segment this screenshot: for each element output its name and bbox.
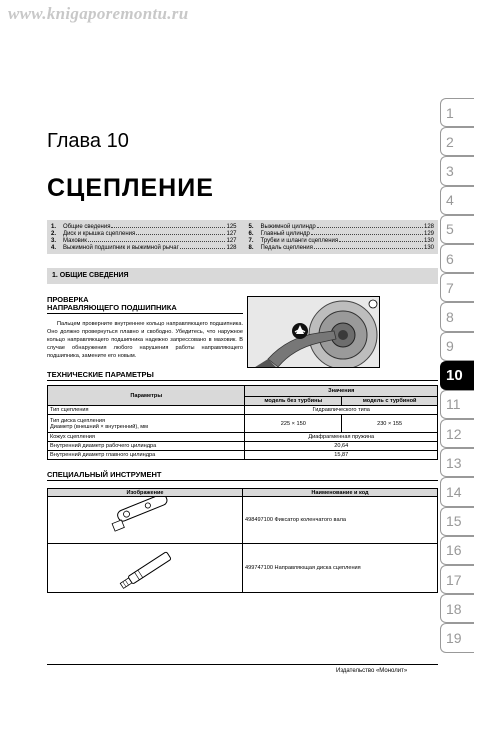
tool-name: 498497100 Фиксатор коленчатого вала (243, 497, 438, 544)
table-row (48, 386, 438, 397)
toc-title: Диск и крышка сцепления (63, 231, 136, 237)
toc-item[interactable] (51, 237, 237, 244)
toc-dots (136, 230, 225, 235)
tools-heading: СПЕЦИАЛЬНЫЙ ИНСТРУМЕНТ (47, 470, 162, 479)
toc-num: 1. (51, 224, 57, 230)
chapter-tab[interactable]: 3 (440, 156, 474, 185)
toc-num: 7. (248, 238, 254, 244)
param-value: 20,64 (245, 442, 438, 451)
toc-item[interactable] (249, 223, 435, 230)
toc-item[interactable] (249, 237, 435, 244)
chapter-tab[interactable]: 9 (440, 332, 474, 361)
toc-title: Педаль сцепления (260, 245, 313, 251)
col-no-turbo-header: модель без турбины (245, 397, 342, 406)
toc-num: 8. (248, 245, 254, 251)
toc-page: 127 (226, 238, 237, 244)
param-label (48, 415, 245, 433)
col-image-header: Изображение (48, 489, 243, 497)
toc-dots (314, 244, 423, 249)
param-label-line: Диаметр (внешний × внутренний), мм (50, 423, 148, 430)
toc-page: 125 (226, 224, 237, 230)
param-label: Внутренний диаметр рабочего цилиндра (48, 442, 245, 451)
heading-rule (47, 480, 438, 481)
toc-page: 128 (423, 224, 434, 230)
chapter-tab[interactable]: 8 (440, 302, 474, 331)
table-row (48, 451, 438, 460)
toc-num: 3. (51, 238, 57, 244)
chapter-tab[interactable]: 19 (440, 623, 474, 652)
bearing-illustration (248, 297, 380, 368)
param-label-line: Тип диска сцепления (50, 417, 105, 424)
table-row (48, 442, 438, 451)
bearing-paragraph (47, 320, 243, 360)
param-label: Внутренний диаметр главного цилиндра (48, 451, 245, 460)
toc-title: Выжимной цилиндр (260, 224, 316, 230)
toc-dots (111, 223, 225, 228)
toc-title: Выжимной подшипник и выжимной рычаг (63, 245, 179, 251)
table-row (48, 433, 438, 442)
toc-title: Общие сведения (63, 224, 111, 230)
footer-rule (47, 664, 438, 665)
toc-num: 4. (51, 245, 57, 251)
table-row (48, 406, 438, 415)
chapter-title: СЦЕПЛЕНИЕ (47, 174, 214, 202)
col-name-header: Наименование и код (243, 489, 438, 497)
toc-title: Маховик (63, 238, 87, 244)
chapter-tab[interactable]: 5 (440, 215, 474, 244)
chapter-tab[interactable]: 2 (440, 127, 474, 156)
chapter-tab[interactable]: 18 (440, 594, 474, 623)
toc-page: 129 (423, 231, 434, 237)
toc-right-column (249, 223, 435, 251)
heading-rule (47, 313, 243, 314)
tool-image-cell (48, 497, 243, 544)
toc-item[interactable] (249, 244, 435, 251)
crankshaft-stopper-icon (50, 497, 240, 541)
clutch-disc-guide-icon (50, 544, 240, 590)
toc-item[interactable] (51, 230, 237, 237)
param-value: Гидравлического типа (245, 406, 438, 415)
table-row (48, 489, 438, 497)
tech-params-table (47, 385, 438, 460)
toc-dots (317, 223, 423, 228)
toc-page: 127 (226, 231, 237, 237)
tool-name: 499747100 Направляющая диска сцепления (243, 544, 438, 593)
toc-num: 5. (248, 224, 254, 230)
watermark: www.knigaporemontu.ru (8, 4, 189, 23)
chapter-tab[interactable]: 15 (440, 507, 474, 536)
col-values-header: Значения (245, 386, 438, 397)
table-row (48, 415, 438, 433)
special-tools-table (47, 488, 438, 593)
chapter-tab[interactable]: 12 (440, 419, 474, 448)
toc-left-column (51, 223, 237, 251)
col-turbo-header: модель с турбиной (342, 397, 438, 406)
toc-dots (88, 237, 226, 242)
chapter-label: Глава 10 (47, 130, 129, 152)
param-value: 230 × 155 (342, 415, 438, 433)
heading-rule (47, 380, 438, 381)
param-value: 225 × 150 (245, 415, 342, 433)
chapter-tab[interactable]: 6 (440, 244, 474, 273)
chapter-tab[interactable]: 1 (440, 98, 474, 127)
chapter-tab-active[interactable]: 10 (440, 361, 474, 390)
toc-title: Главный цилиндр (260, 231, 310, 237)
param-label: Кожух сцепления (48, 433, 245, 442)
table-row (48, 544, 438, 593)
param-value: 15,87 (245, 451, 438, 460)
publisher: Издательство «Монолит» (336, 668, 408, 674)
toc-num: 6. (248, 231, 254, 237)
toc-item[interactable] (51, 223, 237, 230)
col-params-header: Параметры (48, 386, 245, 406)
toc-page: 130 (423, 238, 434, 244)
toc-dots (180, 244, 226, 249)
chapter-tabs (440, 98, 474, 653)
bearing-text: Пальцем проверните внутреннее кольцо направляющего подшипника. Оно должно провернуться плавно и свободно. Убедитесь, что наружное кольцо направляющего подшипника надежно запрессовано в маховик. В случае обнаружения любого нарушения работы направляющего подшипника, замените его новым. (47, 321, 243, 359)
param-value: Диафрагменная пружина (245, 433, 438, 442)
chapter-tab[interactable]: 13 (440, 448, 474, 477)
chapter-tab[interactable]: 16 (440, 536, 474, 565)
toc-item[interactable] (249, 230, 435, 237)
param-label: Тип сцепления (48, 406, 245, 415)
table-row (48, 497, 438, 544)
section-heading: 1. ОБЩИЕ СВЕДЕНИЯ (47, 268, 438, 284)
table-of-contents (47, 220, 438, 254)
bearing-heading-line1: ПРОВЕРКА (47, 295, 89, 304)
chapter-tab[interactable]: 7 (440, 273, 474, 302)
tech-heading: ТЕХНИЧЕСКИЕ ПАРАМЕТРЫ (47, 370, 154, 379)
toc-dots (311, 230, 423, 235)
toc-page: 130 (423, 245, 434, 251)
tool-image-cell (48, 544, 243, 593)
chapter-tab[interactable]: 11 (440, 390, 474, 419)
bearing-photo (247, 296, 380, 368)
toc-title: Трубки и шланги сцепления (260, 238, 339, 244)
chapter-tab[interactable]: 17 (440, 565, 474, 594)
chapter-tab[interactable]: 14 (440, 477, 474, 506)
toc-dots (339, 237, 423, 242)
toc-item[interactable] (51, 244, 237, 251)
toc-page: 128 (226, 245, 237, 251)
bearing-heading-line2: НАПРАВЛЯЮЩЕГО ПОДШИПНИКА (47, 303, 177, 312)
toc-num: 2. (51, 231, 57, 237)
chapter-tab[interactable]: 4 (440, 186, 474, 215)
